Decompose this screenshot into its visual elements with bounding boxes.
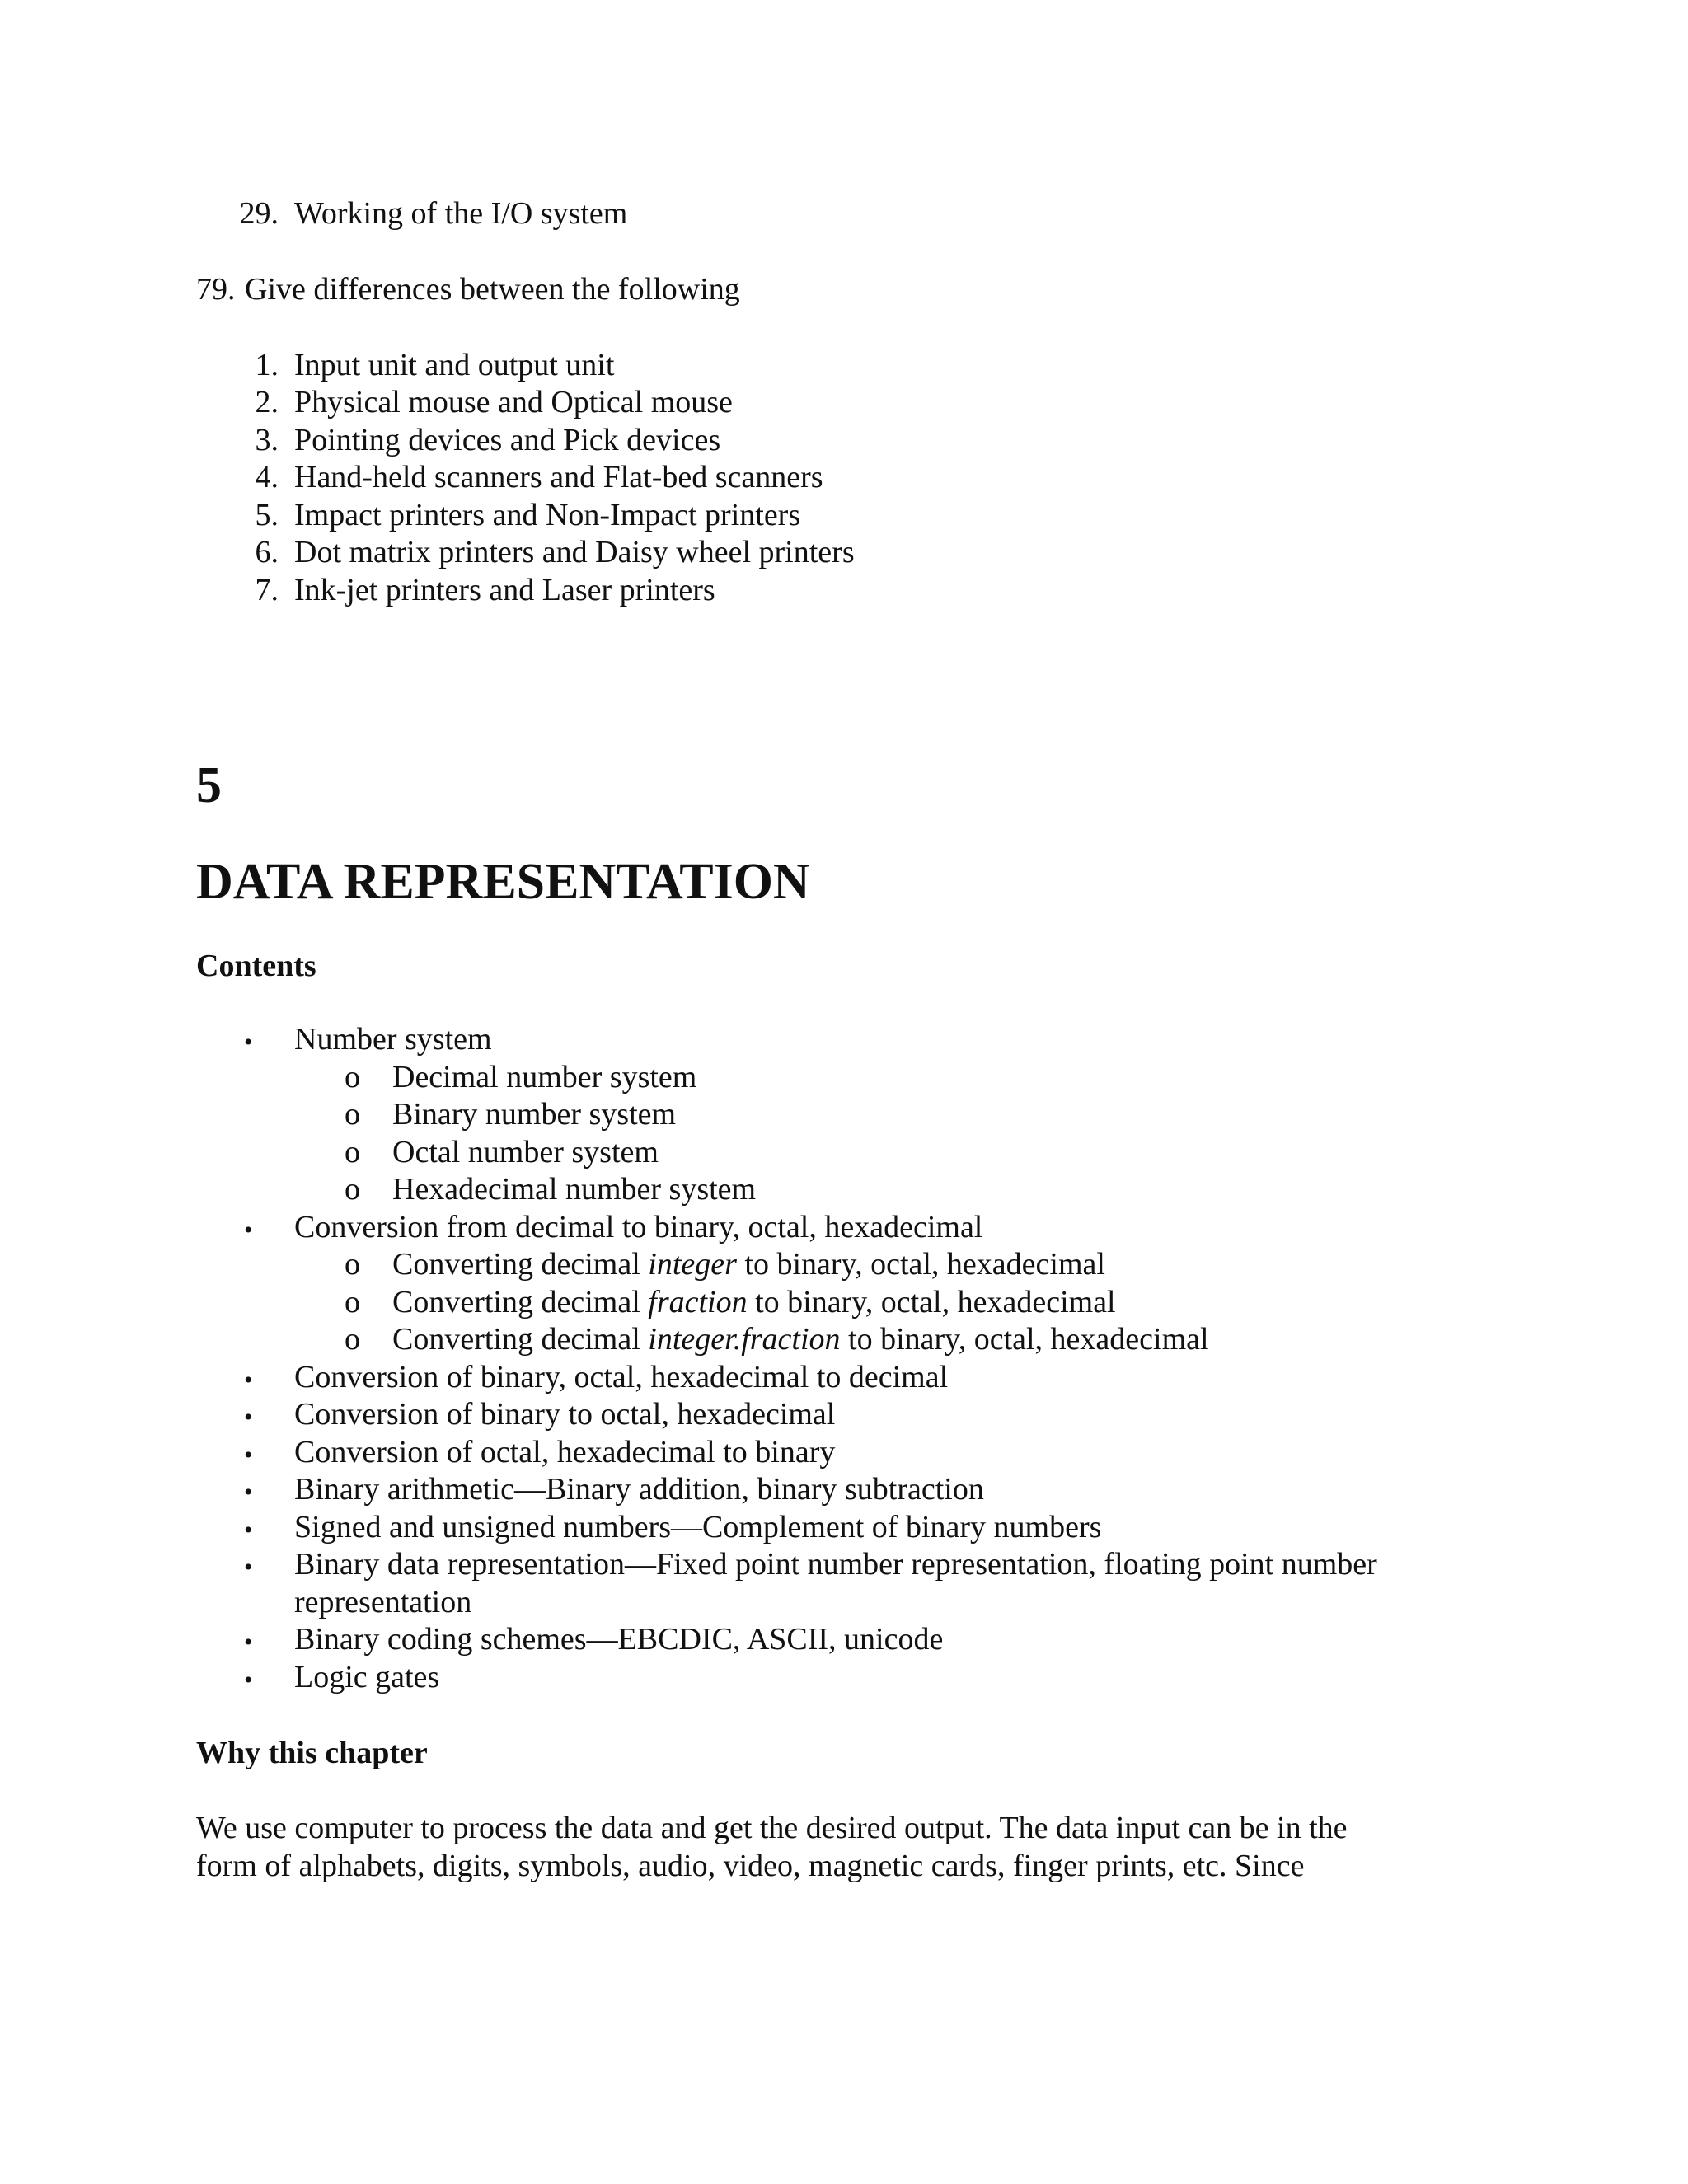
paragraph-line: We use computer to process the data and get the desired output. The data input can be in the	[196, 1811, 1348, 1845]
list-item-text: Physical mouse and Optical mouse	[294, 385, 733, 419]
list-number: 2.	[255, 385, 279, 419]
bullet-glyph: •	[244, 1029, 253, 1056]
sub-bullet-glyph: o	[345, 1135, 360, 1169]
bullet-glyph: •	[244, 1216, 253, 1244]
list-number: 6.	[255, 535, 279, 569]
paragraph-line: form of alphabets, digits, symbols, audio, video, magnetic cards, finger prints, etc. Since	[196, 1849, 1305, 1883]
contents-item: Logic gates	[294, 1660, 440, 1694]
list-number: 4.	[255, 460, 279, 494]
contents-item: Conversion from decimal to binary, octal, hexadecimal	[294, 1210, 983, 1244]
sub-bullet-glyph: o	[345, 1322, 360, 1357]
list-item-text: Impact printers and Non-Impact printers	[294, 498, 801, 532]
contents-item: Binary data representation—Fixed point number representation, floating point number	[294, 1547, 1377, 1582]
bullet-glyph: •	[244, 1404, 253, 1431]
list-item-text: Pointing devices and Pick devices	[294, 423, 721, 457]
contents-item: Conversion of octal, hexadecimal to binary	[294, 1435, 836, 1469]
bullet-glyph: •	[244, 1479, 253, 1506]
contents-item: Conversion of binary, octal, hexadecimal to decimal	[294, 1360, 949, 1394]
bullet-glyph: •	[244, 1441, 253, 1469]
list-item-text: Hand-held scanners and Flat-bed scanners	[294, 460, 823, 494]
contents-item: Conversion of binary to octal, hexadecimal	[294, 1397, 836, 1432]
contents-item: Binary arithmetic—Binary addition, binary subtraction	[294, 1472, 984, 1507]
question-number: 79.	[196, 272, 236, 307]
sub-bullet-glyph: o	[345, 1247, 360, 1282]
contents-item: Number system	[294, 1022, 492, 1057]
list-item-text: Dot matrix printers and Daisy wheel printers	[294, 535, 855, 569]
contents-subitem: Converting decimal integer.fraction to binary, octal, hexadecimal	[392, 1322, 1209, 1357]
list-number: 29.	[239, 196, 279, 231]
contents-item: Signed and unsigned numbers—Complement of binary numbers	[294, 1510, 1102, 1544]
contents-item-continuation: representation	[294, 1585, 472, 1619]
bullet-glyph: •	[244, 1666, 253, 1694]
question-text: Give differences between the following	[245, 272, 740, 307]
chapter-number: 5	[196, 757, 222, 813]
contents-subitem: Decimal number system	[392, 1060, 697, 1094]
list-item-text: Ink-jet printers and Laser printers	[294, 573, 715, 607]
list-item-text: Input unit and output unit	[294, 348, 615, 382]
contents-subitem: Converting decimal fraction to binary, octal, hexadecimal	[392, 1285, 1116, 1319]
list-number: 7.	[255, 573, 279, 607]
contents-subitem: Hexadecimal number system	[392, 1172, 757, 1207]
contents-subitem: Octal number system	[392, 1135, 659, 1169]
chapter-title: DATA REPRESENTATION	[196, 854, 810, 910]
sub-bullet-glyph: o	[345, 1097, 360, 1132]
bullet-glyph: •	[244, 1516, 253, 1544]
sub-bullet-glyph: o	[345, 1172, 360, 1207]
contents-heading: Contents	[196, 949, 316, 983]
list-number: 1.	[255, 348, 279, 382]
list-item-text: Working of the I/O system	[294, 196, 628, 231]
bullet-glyph: •	[244, 1554, 253, 1581]
why-heading: Why this chapter	[196, 1736, 428, 1770]
list-number: 3.	[255, 423, 279, 457]
contents-subitem: Converting decimal integer to binary, octal, hexadecimal	[392, 1247, 1105, 1282]
bullet-glyph: •	[244, 1629, 253, 1656]
sub-bullet-glyph: o	[345, 1285, 360, 1319]
list-number: 5.	[255, 498, 279, 532]
contents-item: Binary coding schemes—EBCDIC, ASCII, unicode	[294, 1622, 944, 1657]
contents-subitem: Binary number system	[392, 1097, 677, 1132]
sub-bullet-glyph: o	[345, 1060, 360, 1094]
bullet-glyph: •	[244, 1366, 253, 1394]
